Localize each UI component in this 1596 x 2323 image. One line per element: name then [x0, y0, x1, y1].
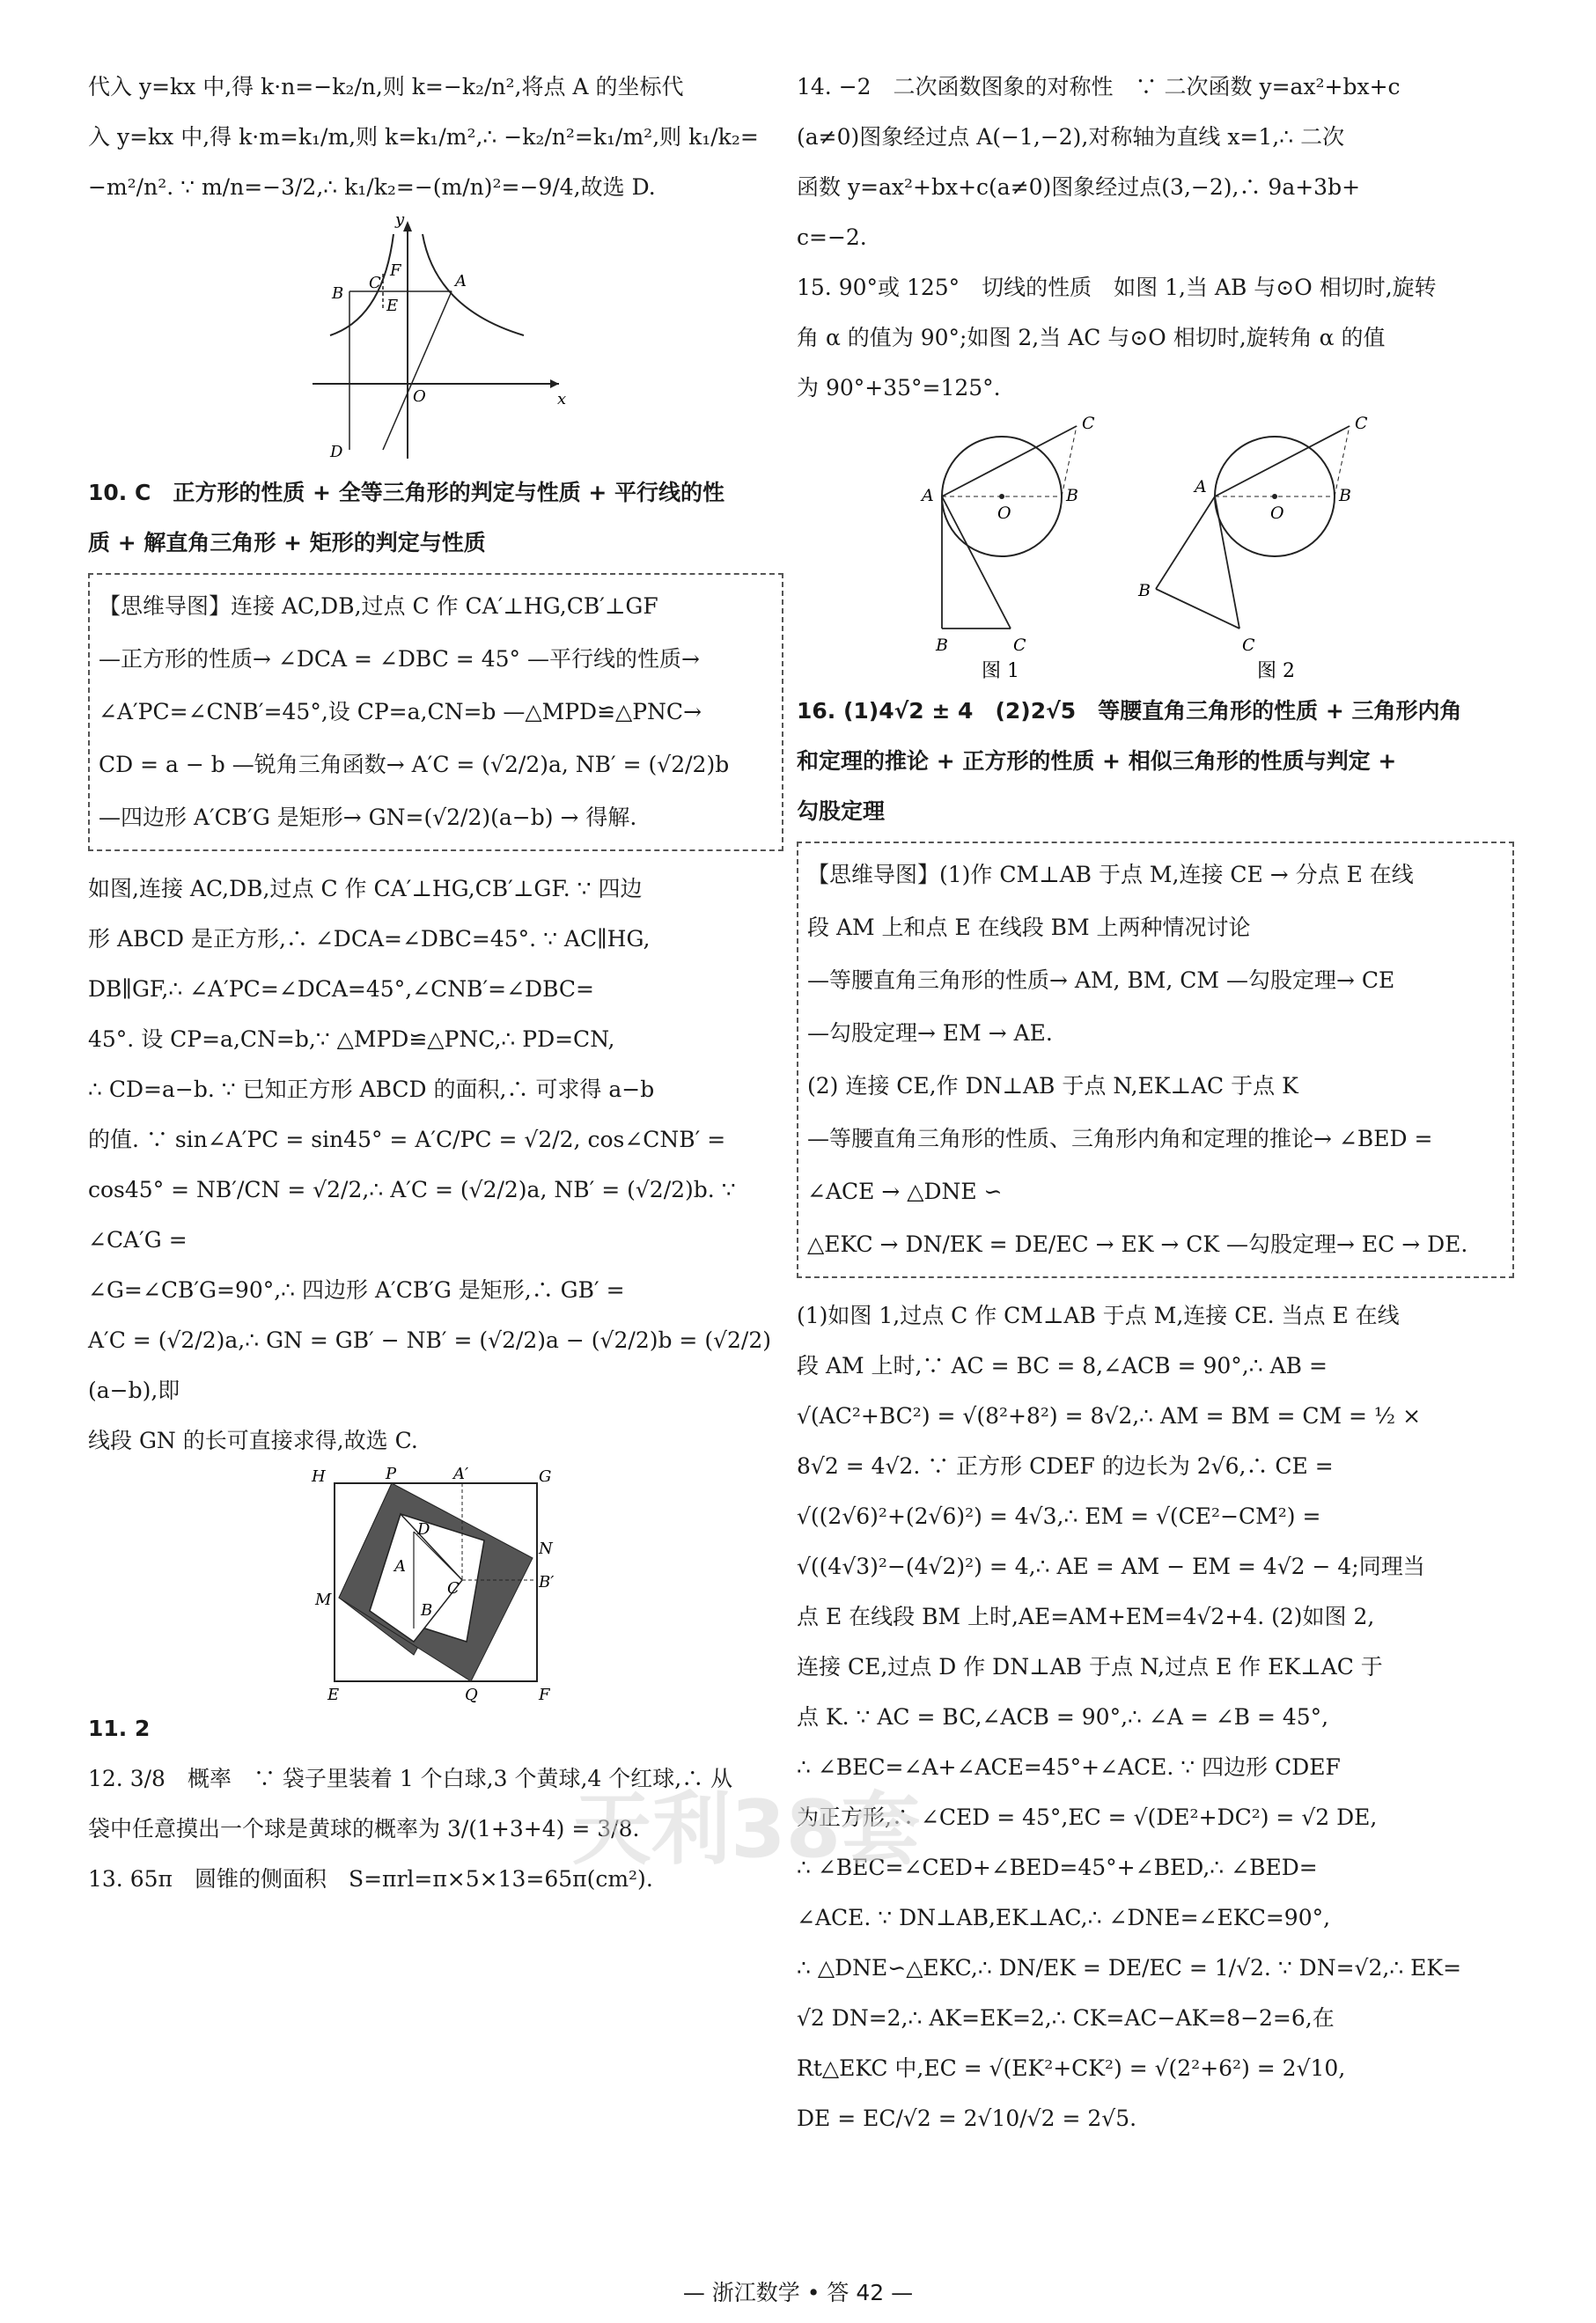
q10-body: 线段 GN 的长可直接求得,故选 C.	[88, 1428, 418, 1453]
q16-body: ∴ ∠BEC=∠A+∠ACE=45°+∠ACE. ∵ 四边形 CDEF	[797, 1754, 1341, 1780]
figure-1-caption: 图 1	[981, 660, 1019, 682]
q11-answer: 11. 2	[88, 1716, 151, 1741]
fig15b-label: A	[1194, 477, 1207, 496]
q16-body: 段 AM 上时,∵ AC = BC = 8,∠ACB = 90°,∴ AB =	[797, 1353, 1328, 1378]
mindmap-line: 【思维导图】连接 AC,DB,过点 C 作 CA′⊥HG,CB′⊥GF	[99, 593, 658, 619]
fig15b-label: C	[1241, 636, 1255, 655]
fig9-label: E	[386, 297, 399, 315]
fig15-label: C	[1012, 636, 1026, 655]
q10-body: 形 ABCD 是正方形,∴ ∠DCA=∠DBC=45°. ∵ AC∥HG,	[88, 926, 651, 952]
q16-body: ∠ACE. ∵ DN⊥AB,EK⊥AC,∴ ∠DNE=∠EKC=90°,	[797, 1905, 1331, 1930]
fig10-label: E	[327, 1686, 340, 1703]
q12-answer: 12. 3/8 概率 ∵ 袋子里装着 1 个白球,3 个黄球,4 个红球,∴ 从	[88, 1766, 733, 1791]
q10-figure	[308, 1466, 563, 1703]
q16-heading: 和定理的推论 + 正方形的性质 + 相似三角形的性质与判定 +	[797, 748, 1397, 774]
q16-body: (1)如图 1,过点 C 作 CM⊥AB 于点 M,连接 CE. 当点 E 在线	[797, 1303, 1400, 1328]
q16-body: 为正方形,∴ ∠CED = 45°,EC = √(DE²+DC²) = √2 DE,	[797, 1805, 1378, 1830]
q14-line: 14. −2 二次函数图象的对称性 ∵ 二次函数 y=ax²+bx+c	[797, 74, 1401, 99]
q10-mindmap	[88, 573, 783, 851]
mindmap-line: —等腰直角三角形的性质→ AM, BM, CM —勾股定理→ CE	[807, 967, 1395, 993]
fig10-label: D	[417, 1520, 430, 1539]
fig15-label: B	[1065, 486, 1078, 505]
q15-line: 为 90°+35°=125°.	[797, 375, 1001, 401]
left-column	[88, 62, 783, 1904]
fig10-label: F	[539, 1686, 550, 1703]
fig10-label: N	[539, 1540, 553, 1558]
fig15b-label: B	[1137, 581, 1151, 600]
fig15-label: B	[935, 636, 948, 655]
q16-body: ∴ ∠BEC=∠CED+∠BED=45°+∠BED,∴ ∠BED=	[797, 1855, 1318, 1880]
q16-body: √2 DN=2,∴ AK=EK=2,∴ CK=AC−AK=8−2=6,在	[797, 2005, 1335, 2031]
fig10-label: G	[539, 1467, 552, 1486]
mindmap-line: 【思维导图】(1)作 CM⊥AB 于点 M,连接 CE → 分点 E 在线	[807, 862, 1414, 887]
q9-figure	[295, 212, 577, 467]
q10-body: DB∥GF,∴ ∠A′PC=∠DCA=45°,∠CNB′=∠DBC=	[88, 976, 594, 1002]
q10-body: ∴ CD=a−b. ∵ 已知正方形 ABCD 的面积,∴ 可求得 a−b	[88, 1077, 655, 1102]
page-footer: — 浙江数学 • 答 42 —	[682, 2280, 914, 2305]
q9-line-3: −m²/n². ∵ m/n=−3/2,∴ k₁/k₂=−(m/n)²=−9/4,故选 D.	[88, 174, 656, 200]
q16-body: √(AC²+BC²) = √(8²+8²) = 8√2,∴ AM = BM = CM = ½ ×	[797, 1403, 1422, 1429]
fig9-label: A	[455, 272, 467, 290]
mindmap-line: 段 AM 上和点 E 在线段 BM 上两种情况讨论	[807, 915, 1251, 940]
q12-answer-2: 袋中任意摸出一个球是黄球的概率为 3/(1+3+4) = 3/8.	[88, 1816, 640, 1841]
q9-line-2: 入 y=kx 中,得 k·m=k₁/m,则 k=k₁/m²,∴ −k₂/n²=k₁/m²,则 k₁/k₂=	[88, 124, 759, 150]
q10-heading-2: 质 + 解直角三角形 + 矩形的判定与性质	[88, 530, 486, 555]
mindmap-line: (2) 连接 CE,作 DN⊥AB 于点 N,EK⊥AC 于点 K	[807, 1073, 1298, 1099]
q16-body: 8√2 = 4√2. ∵ 正方形 CDEF 的边长为 2√6,∴ CE =	[797, 1453, 1334, 1479]
q16-body: 连接 CE,过点 D 作 DN⊥AB 于点 N,过点 E 作 EK⊥AC 于	[797, 1654, 1383, 1680]
watermark-logo: 天利38套	[572, 1783, 921, 1876]
fig10-label: B	[421, 1601, 433, 1620]
mindmap-line: —四边形 A′CB′G 是矩形→ GN=(√2/2)(a−b) → 得解.	[99, 805, 637, 830]
fig9-label: x	[557, 390, 567, 408]
fig9-label: O	[413, 387, 426, 406]
q10-body: 的值. ∵ sin∠A′PC = sin45° = A′C/PC = √2/2, cos∠CNB′ =	[88, 1127, 726, 1152]
mindmap-line: ∠A′PC=∠CNB′=45°,设 CP=a,CN=b —△MPD≌△PNC→	[99, 699, 702, 724]
fig9-label: D	[330, 443, 343, 461]
q10-heading: 10. C 正方形的性质 + 全等三角形的判定与性质 + 平行线的性	[88, 480, 725, 505]
fig9-label: F	[390, 261, 401, 280]
q10-body: 45°. 设 CP=a,CN=b,∵ △MPD≌△PNC,∴ PD=CN,	[88, 1026, 615, 1052]
fig10-label: P	[386, 1466, 397, 1483]
fig15-label: A	[921, 486, 934, 505]
q16-body: DE = EC/√2 = 2√10/√2 = 2√5.	[797, 2106, 1137, 2131]
fig10-label: Q	[465, 1686, 478, 1703]
q16-body: 点 E 在线段 BM 上时,AE=AM+EM=4√2+4. (2)如图 2,	[797, 1604, 1375, 1629]
fig9-label: C	[369, 274, 381, 292]
q14-line: c=−2.	[797, 224, 867, 250]
q16-body: Rt△EKC 中,EC = √(EK²+CK²) = √(2²+6²) = 2√10,	[797, 2055, 1346, 2081]
q16-heading: 16. (1)4√2 ± 4 (2)2√5 等腰直角三角形的性质 + 三角形内角	[797, 698, 1462, 724]
figure-2-caption: 图 2	[1256, 660, 1295, 682]
fig9-label: y	[395, 212, 405, 229]
q9-line-1: 代入 y=kx 中,得 k·n=−k₂/n,则 k=−k₂/n²,将点 A 的坐标代	[88, 74, 684, 99]
fig15b-label: B	[1338, 486, 1351, 505]
fig10-label: B′	[539, 1573, 555, 1592]
fig15-label: O	[997, 504, 1011, 523]
fig10-label: M	[315, 1591, 332, 1609]
q16-body: √((4√3)²−(4√2)²) = 4,∴ AE = AM − EM = 4√2 − 4;同理当	[797, 1554, 1425, 1579]
mindmap-line: △EKC → DN/EK = DE/EC → EK → CK —勾股定理→ EC → DE.	[807, 1231, 1468, 1257]
mindmap-line: CD = a − b —锐角三角函数→ A′C = (√2/2)a, NB′ = (√2/2)b	[99, 752, 730, 777]
fig15b-label: C	[1354, 414, 1368, 433]
fig10-label: A′	[453, 1466, 469, 1483]
fig15b-label: O	[1269, 504, 1284, 523]
q14-line: (a≠0)图象经过点 A(−1,−2),对称轴为直线 x=1,∴ 二次	[797, 124, 1345, 150]
q10-body: 如图,连接 AC,DB,过点 C 作 CA′⊥HG,CB′⊥GF. ∵ 四边	[88, 876, 643, 901]
fig9-label: B	[332, 284, 344, 303]
fig10-label: A	[394, 1557, 406, 1576]
q10-body: A′C = (√2/2)a,∴ GN = GB′ − NB′ = (√2/2)a − (√2/2)b = (√2/2)(a−b),即	[88, 1327, 771, 1403]
q13-answer: 13. 65π 圆锥的侧面积 S=πrl=π×5×13=65π(cm²).	[88, 1866, 653, 1892]
q16-body: √((2√6)²+(2√6)²) = 4√3,∴ EM = √(CE²−CM²) =	[797, 1503, 1321, 1529]
q15-line: 角 α 的值为 90°;如图 2,当 AC 与⊙O 相切时,旋转角 α 的值	[797, 325, 1386, 350]
q10-body: ∠G=∠CB′G=90°,∴ 四边形 A′CB′G 是矩形,∴ GB′ =	[88, 1277, 625, 1303]
q10-body: cos45° = NB′/CN = √2/2,∴ A′C = (√2/2)a, NB′ = (√2/2)b. ∵ ∠CA′G =	[88, 1177, 736, 1253]
q15-figures	[874, 413, 1438, 686]
q16-body: 点 K. ∵ AC = BC,∠ACB = 90°,∴ ∠A = ∠B = 45°,	[797, 1704, 1329, 1730]
mindmap-line: —正方形的性质→ ∠DCA = ∠DBC = 45° —平行线的性质→	[99, 646, 700, 672]
mindmap-line: —等腰直角三角形的性质、三角形内角和定理的推论→ ∠BED = ∠ACE → △DNE ∽	[807, 1126, 1433, 1204]
fig15-label: C	[1081, 414, 1095, 433]
mindmap-line: —勾股定理→ EM → AE.	[807, 1020, 1053, 1046]
q15-line: 15. 90°或 125° 切线的性质 如图 1,当 AB 与⊙O 相切时,旋转	[797, 275, 1437, 300]
q16-heading: 勾股定理	[797, 798, 886, 824]
fig10-label: H	[312, 1467, 326, 1486]
fig10-label: C	[447, 1579, 460, 1598]
q16-body: ∴ △DNE∽△EKC,∴ DN/EK = DE/EC = 1/√2. ∵ DN=√2,∴ EK=	[797, 1955, 1462, 1981]
q14-line: 函数 y=ax²+bx+c(a≠0)图象经过点(3,−2),∴ 9a+3b+	[797, 174, 1361, 200]
q16-mindmap	[797, 842, 1514, 1278]
